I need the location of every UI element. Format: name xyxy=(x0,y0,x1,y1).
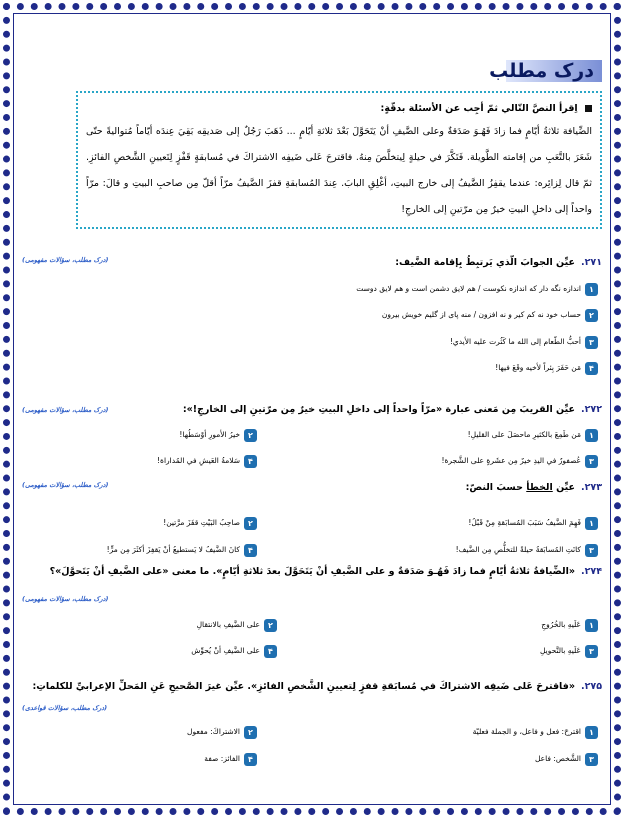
option-text: اندازه نگه دار که اندازه نکوست / هم لایق دشمن است و هم لایق دوست xyxy=(356,284,581,293)
question-prefix: عيِّن xyxy=(556,482,575,493)
question-271 xyxy=(22,256,602,386)
option-number-badge: ۴ xyxy=(244,753,257,766)
option-text: عَلَيهِ بالخُرُوجِ xyxy=(541,620,581,629)
question-tag: (درک مطلب، سؤالات مفهومی) xyxy=(22,256,109,264)
option-text: الاشتراكَ: مفعول xyxy=(187,727,240,736)
question-274 xyxy=(22,565,602,673)
option-number-badge: ۴ xyxy=(264,645,277,658)
question-suffix: حسبَ النصّ: xyxy=(465,482,523,493)
option-3[interactable] xyxy=(540,644,598,658)
question-text: «الضِّيافةُ ثلاثةُ أيّامٍ فما زادَ فَهُـوَ صَدَقةٌ و على الضَّيفِ أنْ يَتَحَوَّلَ بعدَ ثلاثةِ أيّامٍ». ما معنى «على الضَّيفِ أنْ يَتَحوَّلَ»؟ xyxy=(49,566,575,577)
option-number-badge: ۳ xyxy=(585,645,598,658)
question-tag: (درک مطلب، سؤالات قواعدی) xyxy=(22,704,108,712)
question-273 xyxy=(22,481,602,565)
option-1[interactable] xyxy=(356,282,598,296)
option-number-badge: ۱ xyxy=(585,517,598,530)
option-3[interactable] xyxy=(456,543,598,557)
option-number-badge: ۲ xyxy=(264,619,277,632)
option-4[interactable] xyxy=(204,752,257,766)
passage-text: الضِّيافة ثلاثةُ أيّامٍ فما زادَ فَهُـوَ صَدَقةٌ وعلى الضَّيفِ أنْ يَتَحَوَّلَ بَعْدَ ثلاثةِ أيّامٍ ... ذَهَبَ رَجُلٌ إلى صَديقِه بَقِيَ عِندَه أيّاماً مُتواليةً حتّى شَعَرَ بالتَّعَبِ من إقامته الطَّويلة. فَتَكَّرَ في حيلةٍ لِيتخلَّصَ مِنهُ. فاقترحَ عَلى ضَيفِه الاشتراكَ في مُسابقةٍ قَفْزٍ لِتَعيينِ الشَّخصِ الفائزِ. ثمّ قال لِزائِره: عندما يقفِزُ الضَّيفُ إلى خارج البيتِ، أغْلِقِ البابَ. عِندَ المُسابقةِ قفزَ الضَّيفُ مرّاً أقلّ مِن صاحبِ البيتِ و قالَ: مرّاً واحداً إلى داخلِ البيتِ خيرٌ مِن مرّتينِ إلى الخارجِ! xyxy=(86,126,592,215)
option-3[interactable] xyxy=(450,335,598,349)
option-3[interactable] xyxy=(535,752,598,766)
question-number: ۲۷۳. xyxy=(580,482,602,493)
option-number-badge: ۴ xyxy=(244,544,257,557)
question-tag: (درک مطلب، سؤالات مفهومی) xyxy=(22,406,109,414)
question-tag: (درک مطلب، سؤالات مفهومی) xyxy=(22,595,109,603)
option-text: أحبُّ الطّعام إلى الله ما كَثُرت عليه الأيدي! xyxy=(449,337,581,346)
page-content xyxy=(22,20,602,800)
option-text: كانَ الضَّيفُ لا يَستطيعُ أنْ يَقفِزَ أكثَرَ مِن مرٍّ! xyxy=(106,545,240,554)
question-stem xyxy=(22,565,602,579)
question-number: ۲۷۱. xyxy=(580,257,602,268)
option-4[interactable] xyxy=(107,543,257,557)
option-2[interactable] xyxy=(197,618,277,632)
option-number-badge: ۱ xyxy=(585,429,598,442)
option-text: الشَّخص: فاعل xyxy=(534,754,581,763)
option-1[interactable] xyxy=(473,725,598,739)
option-number-badge: ۱ xyxy=(585,619,598,632)
option-number-badge: ۳ xyxy=(585,455,598,468)
option-number-badge: ۲ xyxy=(244,726,257,739)
option-1[interactable] xyxy=(468,428,598,442)
option-number-badge: ۴ xyxy=(585,362,598,375)
question-number: ۲۷۲. xyxy=(580,404,602,415)
question-text: عيِّن الجوابَ الّذي يَرتبِطُ بِإقامة الضَّيف: xyxy=(395,257,575,268)
question-stem xyxy=(22,680,602,694)
option-text: على الضَّيفِ أنْ يُحوِّش xyxy=(191,646,260,655)
option-4[interactable] xyxy=(191,644,277,658)
option-number-badge: ۳ xyxy=(585,544,598,557)
option-text: فَهِمَ الضَّيفُ سَبَبَ المُسابَقةِ مِنْ قَبْلُ! xyxy=(468,518,581,527)
option-3[interactable] xyxy=(441,454,598,468)
option-number-badge: ۲ xyxy=(585,309,598,322)
question-text: عيِّن القريبَ مِن مَعنى عبارة «مرّاً واحداً إلى داخلِ البيتِ خيرٌ مِن مرّتينِ إلى الخارجِ!»: xyxy=(182,404,575,415)
option-text: اقترحَ: فعل و فاعل، و الجملة فعليّة xyxy=(472,727,581,736)
option-text: كانَتِ المُسابَقةُ حيلةً للتخلُّصِ مِن الضَّيف! xyxy=(455,545,581,554)
question-stem xyxy=(22,256,602,270)
option-text: صاحِبُ البَيْتِ قفَزَ مرَّتين! xyxy=(163,518,240,527)
question-275 xyxy=(22,680,602,790)
option-text: حساب خود نه کم کیر و نه افزون / منه پای از گلیم خویش بیرون xyxy=(381,310,581,319)
option-text: عَلَيهِ بالتَّحويلِ xyxy=(539,646,581,655)
option-2[interactable] xyxy=(163,516,257,530)
option-number-badge: ۱ xyxy=(585,726,598,739)
passage-instruction-line xyxy=(86,99,592,119)
question-tag: (درک مطلب، سؤالات مفهومی) xyxy=(22,481,109,489)
option-4[interactable] xyxy=(157,454,257,468)
passage-instruction: اِقرأ النصَّ التّالي ثمّ أجِب عن الأسئلة بدقّةٍ: xyxy=(380,103,578,114)
option-number-badge: ۲ xyxy=(244,429,257,442)
option-4[interactable] xyxy=(495,361,598,375)
option-2[interactable] xyxy=(187,725,257,739)
option-text: الفائز: صفة xyxy=(204,754,240,763)
option-number-badge: ۳ xyxy=(585,336,598,349)
option-1[interactable] xyxy=(541,618,598,632)
option-1[interactable] xyxy=(468,516,598,530)
option-text: عُصفورٌ في اليدِ خيرٌ مِن عشَرةٍ على الشَّجرة! xyxy=(441,456,581,465)
question-number: ۲۷۴. xyxy=(580,566,602,577)
question-keyword: الخطأ xyxy=(526,482,553,493)
question-number: ۲۷۵. xyxy=(580,681,602,692)
option-text: مَن حَفَرَ بِئراً لأخيه وقَعَ فيها! xyxy=(495,363,581,372)
option-number-badge: ۱ xyxy=(585,283,598,296)
question-stem xyxy=(22,481,602,495)
option-number-badge: ۳ xyxy=(585,753,598,766)
option-text: مَن طَمِعَ بالكثيرِ ماحصَلَ على القليلِ! xyxy=(467,430,581,439)
question-text: «فاقترحَ عَلى ضَيفِه الاشتراكَ في مُسابَقةِ قفزٍ لِتعيينِ الشَّخصِ الفائزِ». عيِّن غيرَ الصَّحيحِ عَنِ المَحلِّ الإعرابيِّ للكلماتِ: xyxy=(32,681,575,692)
option-number-badge: ۴ xyxy=(244,455,257,468)
option-2[interactable] xyxy=(382,308,598,322)
square-bullet-icon xyxy=(585,105,592,112)
option-number-badge: ۲ xyxy=(244,517,257,530)
section-title: درک مطلب xyxy=(489,60,594,82)
option-text: على الضَّيفِ بالانتقالِ xyxy=(196,620,260,629)
reading-passage-box xyxy=(76,91,602,229)
option-2[interactable] xyxy=(179,428,257,442)
option-text: خيرُ الأمورِ أوْسَطُها! xyxy=(179,430,240,439)
question-stem xyxy=(22,403,602,417)
option-text: سَلامةُ العَيشِ في المُداراة! xyxy=(157,456,240,465)
question-272 xyxy=(22,403,602,479)
